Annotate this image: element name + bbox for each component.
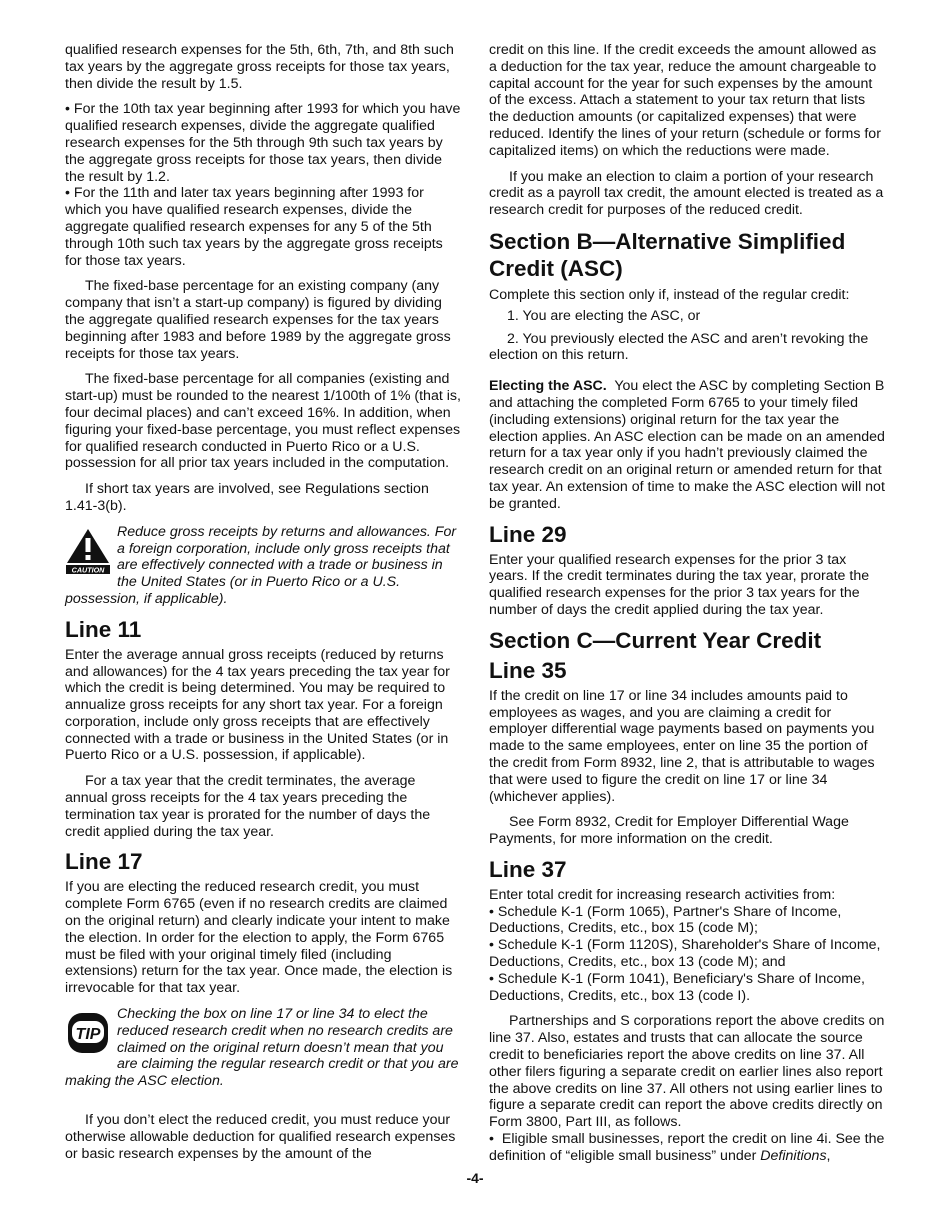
line-11-paragraph-1: Enter the average annual gross receipts (reduced by returns and allowances) for the 4 tax years preceding the tax year for which the credit is being determined. You may be required to annualize gross receipts for any short tax year. For a foreign corporation, include only gross receipts that are effectively connected with a trade or business in the United States (or in Puerto Rico or a U.S. possession, if applicable).	[65, 646, 450, 764]
paragraph-continued: qualified research expenses for the 5th, 6th, 7th, and 8th such tax years by the aggregate gross receipts for those tax years, then divide the result by 1.5.	[65, 42, 454, 92]
line-17-paragraph-1: If you are electing the reduced research credit, you must complete Form 6765 (even if no research credits are claimed on the original return) and clearly indicate your intent to make the election. In order for the election to apply, the Form 6765 must be filed with your original timely filed (including extensions) return for the tax year. Once made, the election is irrevocable for that tax year.	[65, 879, 453, 997]
heading-section-b: Section B—Alternative Simplified Credit (ASC)	[489, 228, 846, 281]
line-37-bullet-1065: • Schedule K-1 (Form 1065), Partner's Share of Income, Deductions, Credits, etc., box 15 (code M);	[489, 904, 885, 938]
heading-line-35: Line 35	[489, 657, 567, 683]
paragraph-reduced-credit: If you don’t elect the reduced credit, you must reduce your otherwise allowable deduction for qualified research expenses or basic research expenses by the amount of the	[65, 1112, 456, 1162]
paragraph-electing-asc	[489, 378, 885, 512]
line-35-paragraph-1: If the credit on line 17 or line 34 includes amounts paid to employees as wages, and you are claiming a credit for employer differential wage payments based on payments you made to the same employees, enter on line 35 the portion of the credit from Form 8932, line 2, that is attributable to wages that were used to figure the credit on line 17 or line 34 (whichever applies).	[489, 687, 875, 805]
line-37-intro: Enter total credit for increasing research activities from:	[489, 886, 836, 903]
page-number: -4-	[466, 1170, 484, 1186]
line-29-paragraph: Enter your qualified research expenses for the prior 3 tax years. If the credit terminates during the tax year, prorate the qualified research expenses for the prior 3 tax years for the number of days the credit applied during the tax year.	[489, 551, 870, 618]
right-column	[489, 42, 885, 1165]
tip-text: Checking the box on line 17 or line 34 to elect the reduced research credit when no research credits are claimed on the original return doesn’t mean that you are claiming the regular research credit or that you are making the ASC election.	[65, 1006, 459, 1090]
caution-text: Reduce gross receipts by returns and allowances. For a foreign corporation, include only gross receipts that are effectively connected with a trade or business in the United States (or in Puerto Rico or a U.S. possession, if applicable).	[65, 523, 457, 607]
heading-line-29: Line 29	[489, 521, 567, 547]
small-business-comma: ,	[826, 1147, 831, 1164]
section-b-intro: Complete this section only if, instead of the regular credit:	[489, 286, 850, 303]
paragraph-short-years: If short tax years are involved, see Regulations section 1.41-3(b).	[65, 481, 429, 514]
tip-note	[65, 1006, 461, 1090]
paragraph-existing-company: The fixed-base percentage for an existing company (any company that isn’t a start-up company) is figured by dividing the aggregate qualified research expenses for the tax years beginning after 1983 and before 1989 by the aggregate gross receipts for those tax years.	[65, 278, 451, 362]
line-37-bullet-1120s: • Schedule K-1 (Form 1120S), Shareholder's Share of Income, Deductions, Credits, etc., box 13 (code M); and	[489, 937, 885, 971]
small-business-text: Eligible small businesses, report the credit on line 4i. See the definition of “eligible small business” under	[489, 1131, 885, 1164]
left-column	[65, 42, 461, 1171]
heading-line-37: Line 37	[489, 856, 567, 882]
paragraph-payroll-election: If you make an election to claim a portion of your research credit as a payroll tax credit, the amount elected is treated as a research credit for purposes of the reduced credit.	[489, 168, 884, 219]
line-37-bullet-1041: • Schedule K-1 (Form 1041), Beneficiary's Share of Income, Deductions, Credits, etc., box 13 (code I).	[489, 971, 885, 1005]
bullet-10th-year: • For the 10th tax year beginning after 1993 for which you have qualified research expenses, divide the aggregate qualified research expenses for the 5th through 9th such tax years by the aggregate gross receipts for those tax years, then divide the result by 1.2.	[65, 101, 461, 185]
electing-asc-text: You elect the ASC by completing Section B and attaching the completed Form 6765 to your timely filed (including extensions) original return for the tax year the election applies. An ASC election can be made on an amended return for a tax year only if you hadn’t previously claimed the research credit on an original return or amended return for that tax year. An extension of time to make the ASC election will not be granted.	[489, 378, 885, 512]
tip-icon	[65, 1009, 111, 1057]
heading-line-17: Line 17	[65, 849, 143, 875]
line-35-paragraph-2: See Form 8932, Credit for Employer Differential Wage Payments, for more information on the credit.	[489, 814, 849, 848]
caution-icon	[65, 527, 111, 575]
tip-label: TIP	[75, 1026, 101, 1044]
bullet-11th-year: • For the 11th and later tax years beginning after 1993 for which you have qualified research expenses, divide the aggregate qualified research expenses for any 5 of the 5th through 10th such tax years by the aggregate gross receipts for those tax years.	[65, 185, 461, 269]
heading-section-c: Section C—Current Year Credit	[489, 627, 822, 653]
electing-asc-run-in: Electing the ASC.	[489, 378, 607, 395]
line-37-bullet-small-business	[489, 1131, 885, 1165]
caution-label: CAUTION	[71, 565, 105, 575]
line-37-paragraph-2: Partnerships and S corporations report the above credits on line 37. Also, estates and trusts that can allocate the source credit to beneficiaries report the above credits on line 37. All other filers figuring a separate credit on earlier lines also report the above credits on line 37. All others not using earlier lines to figure a separate credit can report the above credits directly on Form 3800, Part III, as follows.	[489, 1013, 885, 1131]
section-b-item-1: 1. You are electing the ASC, or	[507, 307, 701, 324]
paragraph-rounding: The fixed-base percentage for all companies (existing and start-up) must be rounded to the nearest 1/100th of 1% (that is, four decimal places) and can’t exceed 16%. In addition, when figuring your fixed-base percentage, you must reflect expenses for qualified research conducted in Puerto Rico or a U.S. possession for all prior tax years included in the computation.	[65, 371, 461, 472]
paragraph-credit-continued: credit on this line. If the credit exceeds the amount allowed as a deduction for the tax year, reduce the amount chargeable to capital account for the year for such expenses by the amount of the excess. Attach a statement to your tax return that lists the deduction amounts (or capitalized expenses) that were reduced. Identify the lines of your return (schedule or forms for capitalized items) on which the reductions were made.	[489, 42, 881, 159]
section-b-item-2: 2. You previously elected the ASC and aren’t revoking the election on this return.	[489, 330, 869, 364]
line-11-paragraph-2: For a tax year that the credit terminates, the average annual gross receipts for the 4 tax years preceding the termination tax year is prorated for the number of days the credit applied during the tax year.	[65, 773, 431, 840]
caution-note	[65, 524, 461, 608]
heading-line-11: Line 11	[65, 616, 142, 642]
definitions-link-text: Definitions	[760, 1147, 827, 1164]
